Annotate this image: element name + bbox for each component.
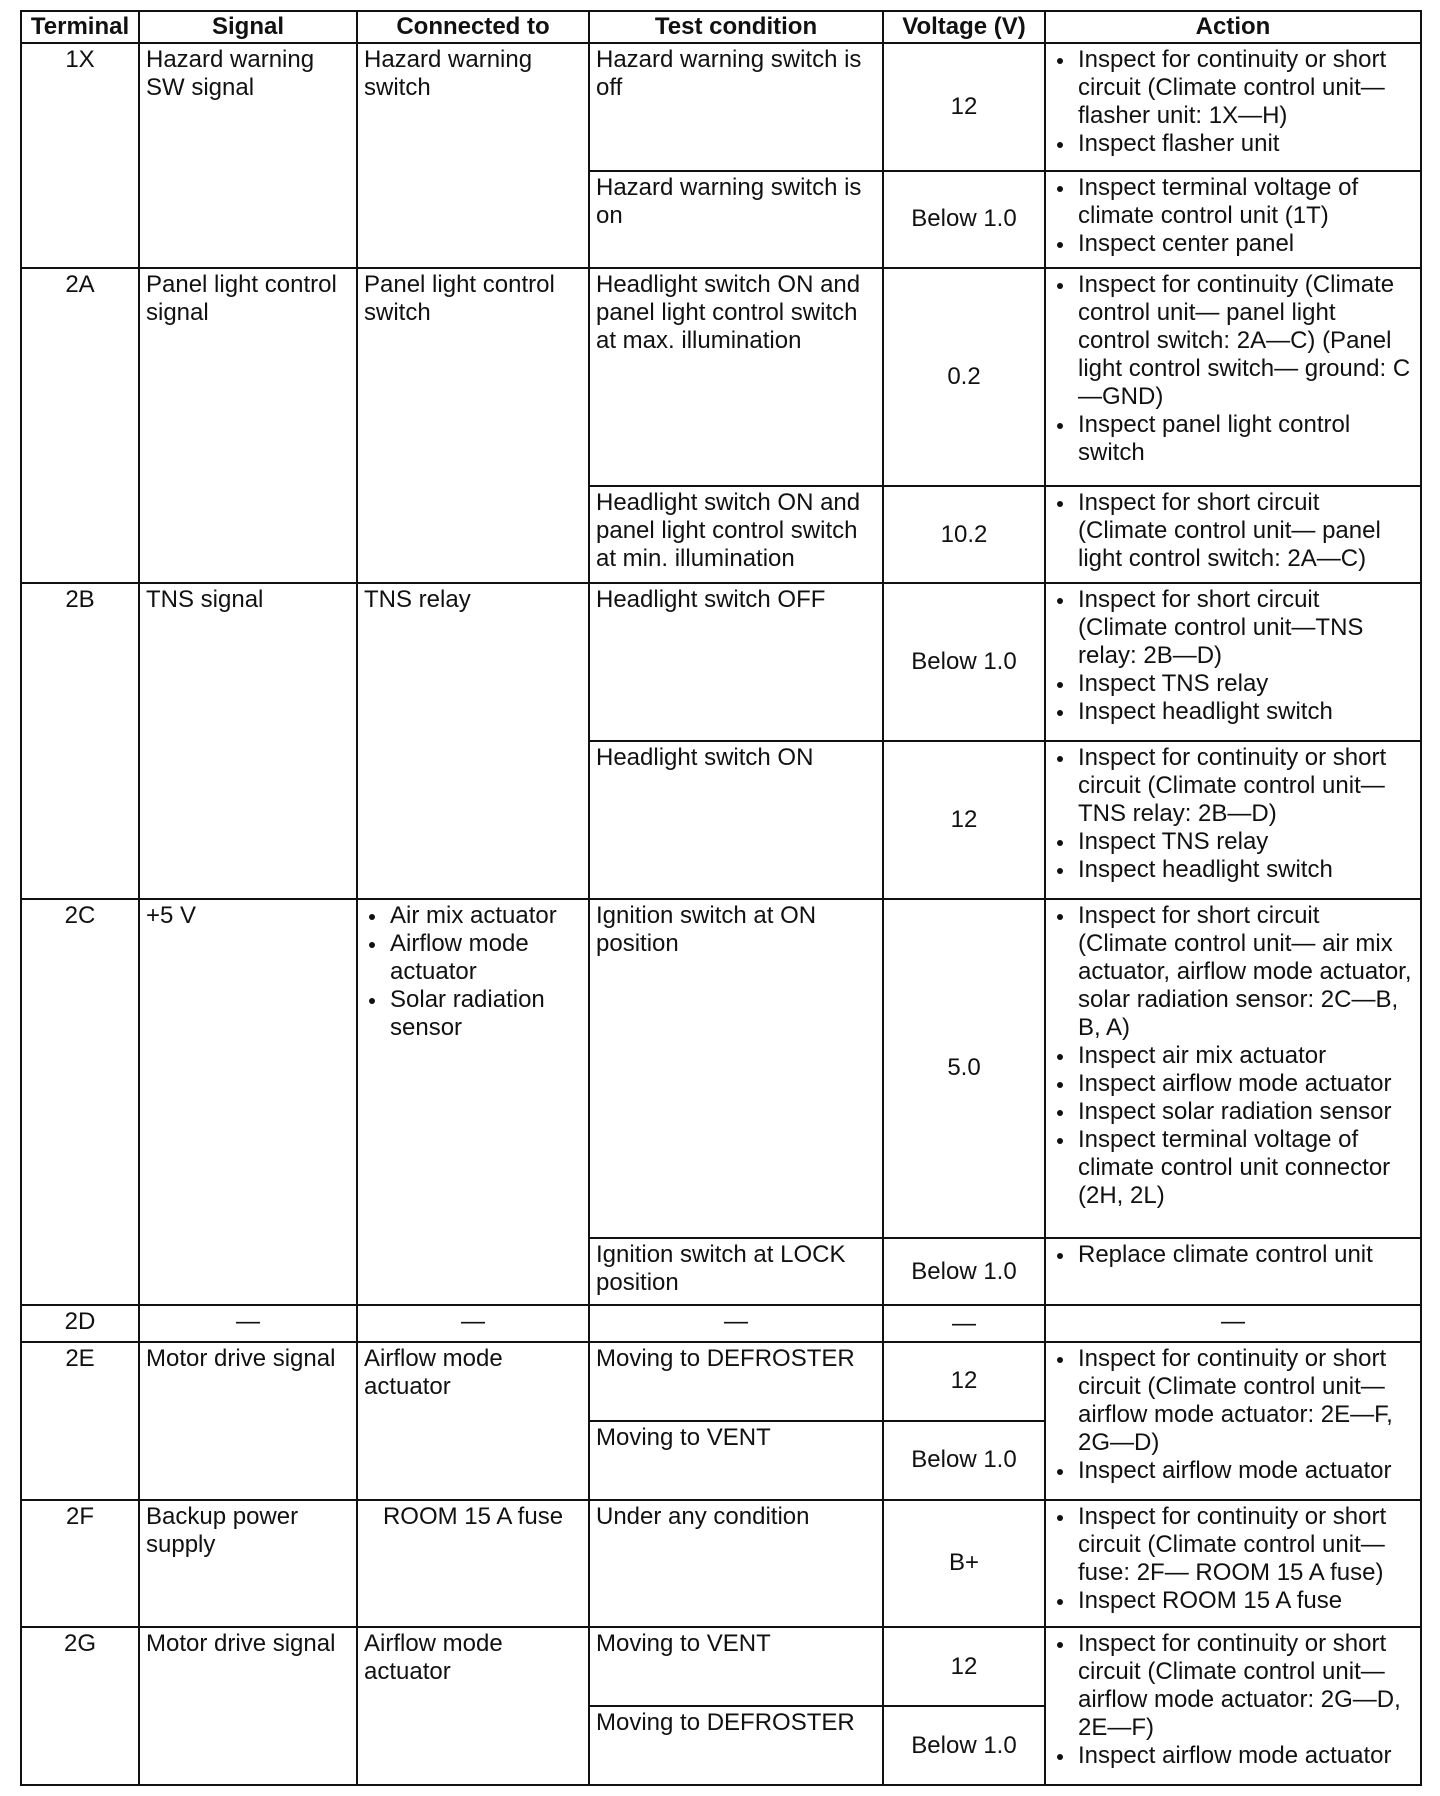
test-condition-cell: Moving to DEFROSTER (589, 1342, 883, 1421)
table-row (21, 1627, 1421, 1706)
table-row (21, 1305, 1421, 1342)
action-item: Inspect solar radiation sensor (1078, 1098, 1414, 1126)
action-cell: — (1045, 1305, 1421, 1342)
action-item: Inspect ROOM 15 A fuse (1078, 1587, 1414, 1615)
action-list (1052, 271, 1414, 467)
connected-to-cell: Panel light control switch (357, 268, 589, 584)
action-item: Inspect terminal voltage of climate control unit (1T) (1078, 174, 1414, 230)
action-list (1052, 174, 1414, 258)
action-item: Inspect headlight switch (1078, 856, 1414, 884)
test-condition-cell: Ignition switch at ON position (589, 899, 883, 1238)
voltage-cell: 12 (883, 1627, 1045, 1706)
terminal-cell: 2A (21, 268, 139, 584)
action-item: Inspect for continuity or short circuit (Climate control unit—TNS relay: 2B—D) (1078, 744, 1414, 828)
action-list (1052, 1630, 1414, 1770)
signal-cell: Motor drive signal (139, 1342, 357, 1500)
action-cell (1045, 486, 1421, 583)
terminal-cell: 2B (21, 583, 139, 899)
connected-to-cell: Hazard warning switch (357, 43, 589, 268)
test-condition-cell: — (589, 1305, 883, 1342)
action-item: Inspect panel light control switch (1078, 411, 1414, 467)
action-item: Inspect for continuity or short circuit (Climate control unit—airflow mode actuator: 2E—F, 2G—D) (1078, 1345, 1414, 1457)
connected-to-item: Air mix actuator (390, 902, 582, 930)
action-item: Inspect flasher unit (1078, 130, 1414, 158)
action-list (1052, 586, 1414, 726)
action-item: Inspect terminal voltage of climate control unit connector (2H, 2L) (1078, 1126, 1414, 1210)
voltage-cell: Below 1.0 (883, 171, 1045, 268)
test-condition-cell: Under any condition (589, 1500, 883, 1628)
action-cell (1045, 43, 1421, 171)
test-condition-cell: Headlight switch ON and panel light control switch at max. illumination (589, 268, 883, 486)
table-row (21, 1500, 1421, 1628)
terminal-cell: 2C (21, 899, 139, 1305)
terminal-voltage-table (20, 10, 1422, 1786)
action-item: Inspect TNS relay (1078, 670, 1414, 698)
voltage-cell: Below 1.0 (883, 1706, 1045, 1785)
table-row (21, 1342, 1421, 1421)
action-cell (1045, 741, 1421, 899)
signal-cell: — (139, 1305, 357, 1342)
voltage-cell: 12 (883, 741, 1045, 899)
action-item: Inspect center panel (1078, 230, 1414, 258)
table-row (21, 899, 1421, 1238)
header-test-condition: Test condition (589, 11, 883, 43)
voltage-cell: 0.2 (883, 268, 1045, 486)
terminal-cell: 2F (21, 1500, 139, 1628)
voltage-cell: — (883, 1305, 1045, 1342)
action-list (1052, 46, 1414, 158)
action-item: Inspect for continuity (Climate control unit— panel light control switch: 2A—C) (Panel light control switch— ground: C—GND) (1078, 271, 1414, 411)
test-condition-cell: Headlight switch ON and panel light control switch at min. illumination (589, 486, 883, 583)
voltage-cell: 10.2 (883, 486, 1045, 583)
action-item: Inspect air mix actuator (1078, 1042, 1414, 1070)
action-item: Replace climate control unit (1078, 1241, 1414, 1269)
action-list (1052, 1345, 1414, 1485)
table-row (21, 583, 1421, 741)
signal-cell: +5 V (139, 899, 357, 1305)
test-condition-cell: Moving to VENT (589, 1627, 883, 1706)
signal-cell: TNS signal (139, 583, 357, 899)
table-row (21, 43, 1421, 171)
connected-to-cell (357, 899, 589, 1305)
header-row (21, 11, 1421, 43)
terminal-cell: 1X (21, 43, 139, 268)
test-condition-cell: Hazard warning switch is off (589, 43, 883, 171)
voltage-cell: 12 (883, 43, 1045, 171)
header-action: Action (1045, 11, 1421, 43)
connected-to-cell: ROOM 15 A fuse (357, 1500, 589, 1628)
test-condition-cell: Headlight switch ON (589, 741, 883, 899)
action-item: Inspect for continuity or short circuit (Climate control unit—airflow mode actuator: 2G—D, 2E—F) (1078, 1630, 1414, 1742)
signal-cell: Panel light control signal (139, 268, 357, 584)
action-item: Inspect airflow mode actuator (1078, 1457, 1414, 1485)
action-item: Inspect for continuity or short circuit (Climate control unit—fuse: 2F— ROOM 15 A fuse) (1078, 1503, 1414, 1587)
action-item: Inspect for short circuit (Climate control unit— panel light control switch: 2A—C) (1078, 489, 1414, 573)
action-item: Inspect headlight switch (1078, 698, 1414, 726)
action-list (1052, 902, 1414, 1210)
action-list (1052, 489, 1414, 573)
action-list (1052, 1503, 1414, 1615)
header-terminal: Terminal (21, 11, 139, 43)
action-list (1052, 744, 1414, 884)
test-condition-cell: Ignition switch at LOCK position (589, 1238, 883, 1305)
signal-cell: Motor drive signal (139, 1627, 357, 1785)
action-cell (1045, 1238, 1421, 1305)
voltage-cell: 12 (883, 1342, 1045, 1421)
test-condition-cell: Hazard warning switch is on (589, 171, 883, 268)
action-cell (1045, 1627, 1421, 1785)
action-item: Inspect for short circuit (Climate control unit— air mix actuator, airflow mode actuator, solar radiation sensor: 2C—B, B, A) (1078, 902, 1414, 1042)
header-voltage: Voltage (V) (883, 11, 1045, 43)
table-row (21, 268, 1421, 486)
signal-cell: Backup power supply (139, 1500, 357, 1628)
action-item: Inspect airflow mode actuator (1078, 1742, 1414, 1770)
signal-cell: Hazard warning SW signal (139, 43, 357, 268)
action-item: Inspect for continuity or short circuit (Climate control unit—flasher unit: 1X—H) (1078, 46, 1414, 130)
action-cell (1045, 583, 1421, 741)
voltage-cell: Below 1.0 (883, 1421, 1045, 1500)
test-condition-cell: Moving to VENT (589, 1421, 883, 1500)
connected-to-item: Solar radiation sensor (390, 986, 582, 1042)
terminal-cell: 2D (21, 1305, 139, 1342)
voltage-cell: Below 1.0 (883, 1238, 1045, 1305)
header-connected-to: Connected to (357, 11, 589, 43)
connected-to-cell: TNS relay (357, 583, 589, 899)
connected-to-cell: Airflow mode actuator (357, 1627, 589, 1785)
test-condition-cell: Moving to DEFROSTER (589, 1706, 883, 1785)
voltage-cell: Below 1.0 (883, 583, 1045, 741)
action-item: Inspect airflow mode actuator (1078, 1070, 1414, 1098)
action-cell (1045, 1500, 1421, 1628)
action-item: Inspect for short circuit (Climate control unit—TNS relay: 2B—D) (1078, 586, 1414, 670)
action-cell (1045, 268, 1421, 486)
action-cell (1045, 171, 1421, 268)
action-item: Inspect TNS relay (1078, 828, 1414, 856)
action-list (1052, 1241, 1414, 1269)
voltage-cell: 5.0 (883, 899, 1045, 1238)
terminal-cell: 2E (21, 1342, 139, 1500)
connected-to-list (364, 902, 582, 1042)
connected-to-cell: — (357, 1305, 589, 1342)
connected-to-item: Airflow mode actuator (390, 930, 582, 986)
terminal-cell: 2G (21, 1627, 139, 1785)
test-condition-cell: Headlight switch OFF (589, 583, 883, 741)
action-cell (1045, 1342, 1421, 1500)
action-cell (1045, 899, 1421, 1238)
voltage-cell: B+ (883, 1500, 1045, 1628)
connected-to-cell: Airflow mode actuator (357, 1342, 589, 1500)
header-signal: Signal (139, 11, 357, 43)
